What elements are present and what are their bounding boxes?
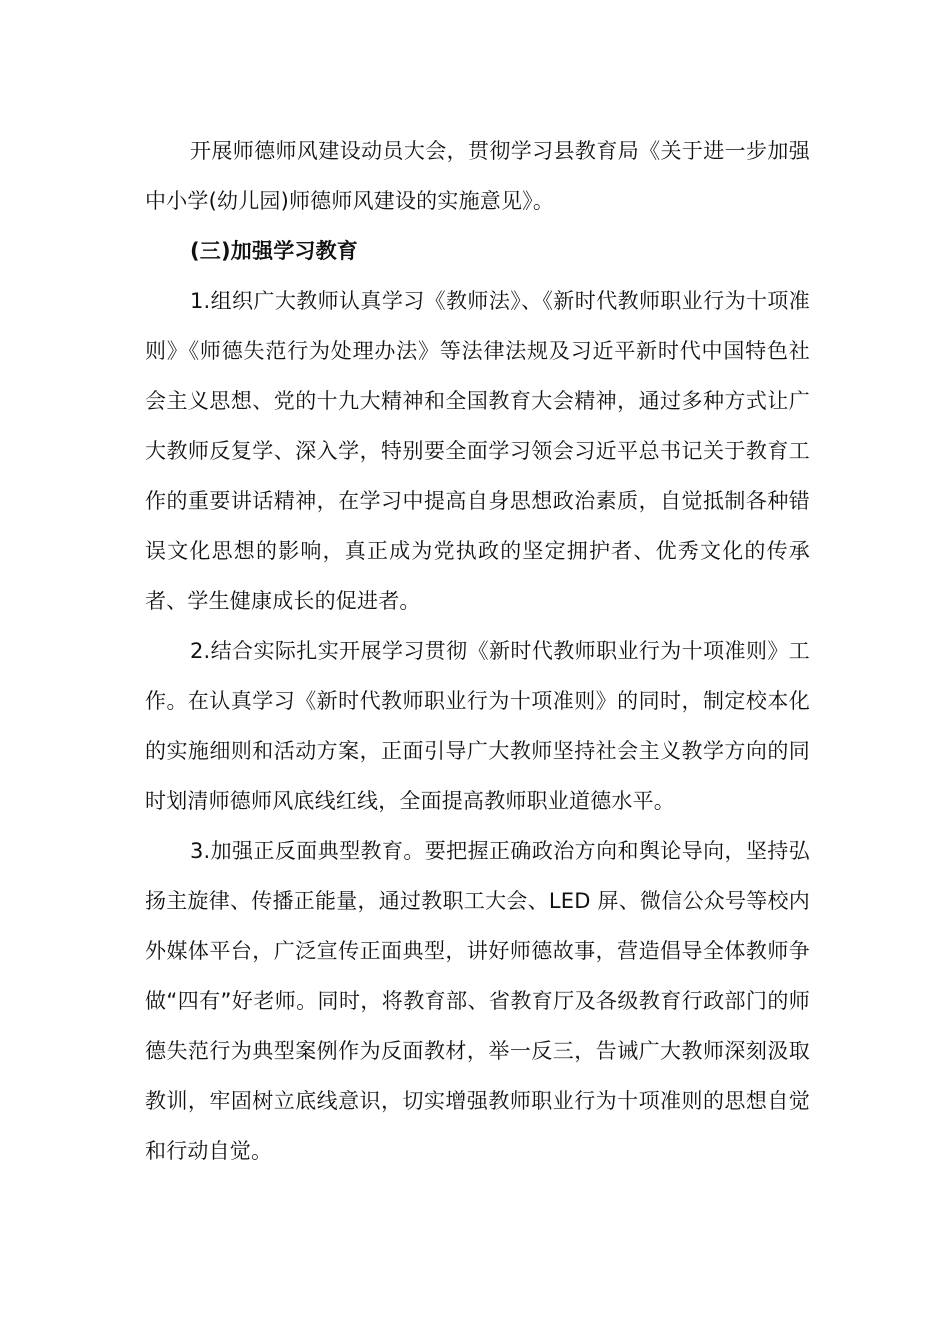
paragraph-item-3: 3.加强正反面典型教育。要把握正确政治方向和舆论导向，坚持弘扬主旋律、传播正能量，通过教职工大会、LED 屏、微信公众号等校内外媒体平台，广泛宣传正面典型，讲好师德故事，营造倡导全体教师争做“四有”好老师。同时，将教育部、省教育厅及各级教育行政部门的师德失范行为典型案例作为反面教材，举一反三，告诫广大教师深刻汲取教训，牢固树立底线意识，切实增强教师职业行为十项准则的思想自觉和行动自觉。 [145, 839, 810, 1163]
section-heading-3: (三)加强学习教育 [190, 239, 358, 263]
paragraph-item-2: 2.结合实际扎实开展学习贯彻《新时代教师职业行为十项准则》工作。在认真学习《新时代教师职业行为十项准则》的同时，制定校本化的实施细则和活动方案，正面引导广大教师坚持社会主义教学方向的同时划清师德师风底线红线，全面提高教师职业道德水平。 [145, 639, 810, 813]
paragraph-item-1: 1.组织广大教师认真学习《教师法》、《新时代教师职业行为十项准则》《师德失范行为处理办法》等法律法规及习近平新时代中国特色社会主义思想、党的十九大精神和全国教育大会精神，通过多种方式让广大教师反复学、深入学，特别要全面学习领会习近平总书记关于教育工作的重要讲话精神，在学习中提高自身思想政治素质，自觉抵制各种错误文化思想的影响，真正成为党执政的坚定拥护者、优秀文化的传承者、学生健康成长的促进者。 [145, 289, 810, 613]
paragraph-intro: 开展师德师风建设动员大会，贯彻学习县教育局《关于进一步加强中小学(幼儿园)师德师风建设的实施意见》。 [145, 139, 810, 213]
document-body [145, 126, 810, 1176]
